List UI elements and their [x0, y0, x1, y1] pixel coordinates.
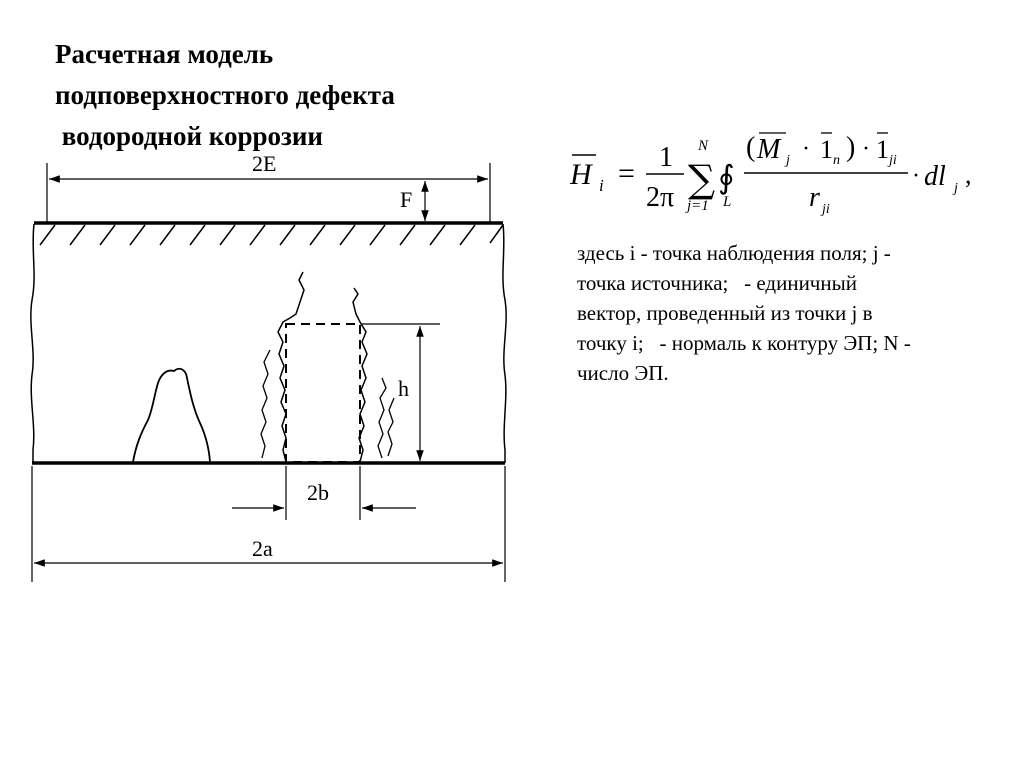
formula-lhs: H — [570, 158, 592, 191]
label-f: F — [400, 187, 413, 212]
label-2b: 2b — [307, 480, 329, 505]
formula-num-open: ( — [746, 132, 756, 163]
description-line-4: точку i; - нормаль к контуру ЭП; N - — [577, 331, 911, 355]
dimension-2e — [47, 151, 490, 222]
formula-num-close: ) — [846, 132, 856, 163]
formula-den-r-sub: ji — [822, 202, 830, 217]
description-line-1: здесь i - точка наблюдения поля; j - — [577, 241, 891, 265]
formula-tail-sub: j — [954, 181, 958, 196]
dimension-2a — [32, 466, 505, 582]
title-line-3: водородной коррозии — [55, 121, 323, 151]
formula-num-one2-sub: ji — [889, 153, 897, 168]
label-2e: 2E — [252, 151, 277, 176]
description-line-2: точка источника; - единичный — [577, 271, 857, 295]
formula-integral-sub: L — [723, 194, 732, 210]
formula-tail-dl: dl — [924, 161, 946, 192]
blister-defect — [133, 369, 210, 462]
formula-num-m: M — [757, 134, 781, 165]
calculation-contour — [286, 324, 360, 462]
formula-sum-top: N — [698, 138, 709, 154]
formula-description — [577, 238, 1002, 388]
formula-num-m-sub: j — [786, 153, 790, 168]
dimension-2b — [232, 466, 416, 520]
dimension-h — [362, 324, 440, 461]
surface-hatching — [40, 225, 503, 245]
formula-tail-comma: , — [965, 160, 972, 189]
crack-defect — [261, 272, 394, 462]
formula-num-one1: 1 — [820, 135, 833, 164]
formula-equals: = — [618, 157, 635, 190]
formula-num-one2: 1 — [876, 135, 889, 164]
formula-lhs-sub: i — [599, 176, 604, 195]
formula-frac-num: 1 — [659, 142, 673, 173]
title-line-1: Расчетная модель — [55, 39, 274, 69]
description-line-3: вектор, проведенный из точки j в — [577, 301, 873, 325]
field-formula — [566, 128, 1006, 228]
formula-frac-den: 2π — [646, 182, 675, 213]
formula-num-dot2: · — [862, 136, 870, 162]
formula-tail-dot: · — [912, 163, 920, 189]
formula-num-dot1: · — [802, 136, 810, 162]
formula-sum-bottom: j=1 — [687, 198, 709, 214]
plate — [31, 223, 506, 463]
formula-den-r: r — [809, 182, 820, 213]
formula-integral: ∮ — [718, 158, 735, 196]
dimension-f — [400, 181, 425, 221]
formula-sum: ∑ — [688, 157, 716, 201]
formula-num-one1-sub: n — [833, 153, 840, 168]
title-line-2: подповерхностного дефекта — [55, 80, 395, 110]
description-line-5: число ЭП. — [577, 361, 669, 385]
label-h: h — [398, 376, 409, 401]
label-2a: 2a — [252, 536, 273, 561]
